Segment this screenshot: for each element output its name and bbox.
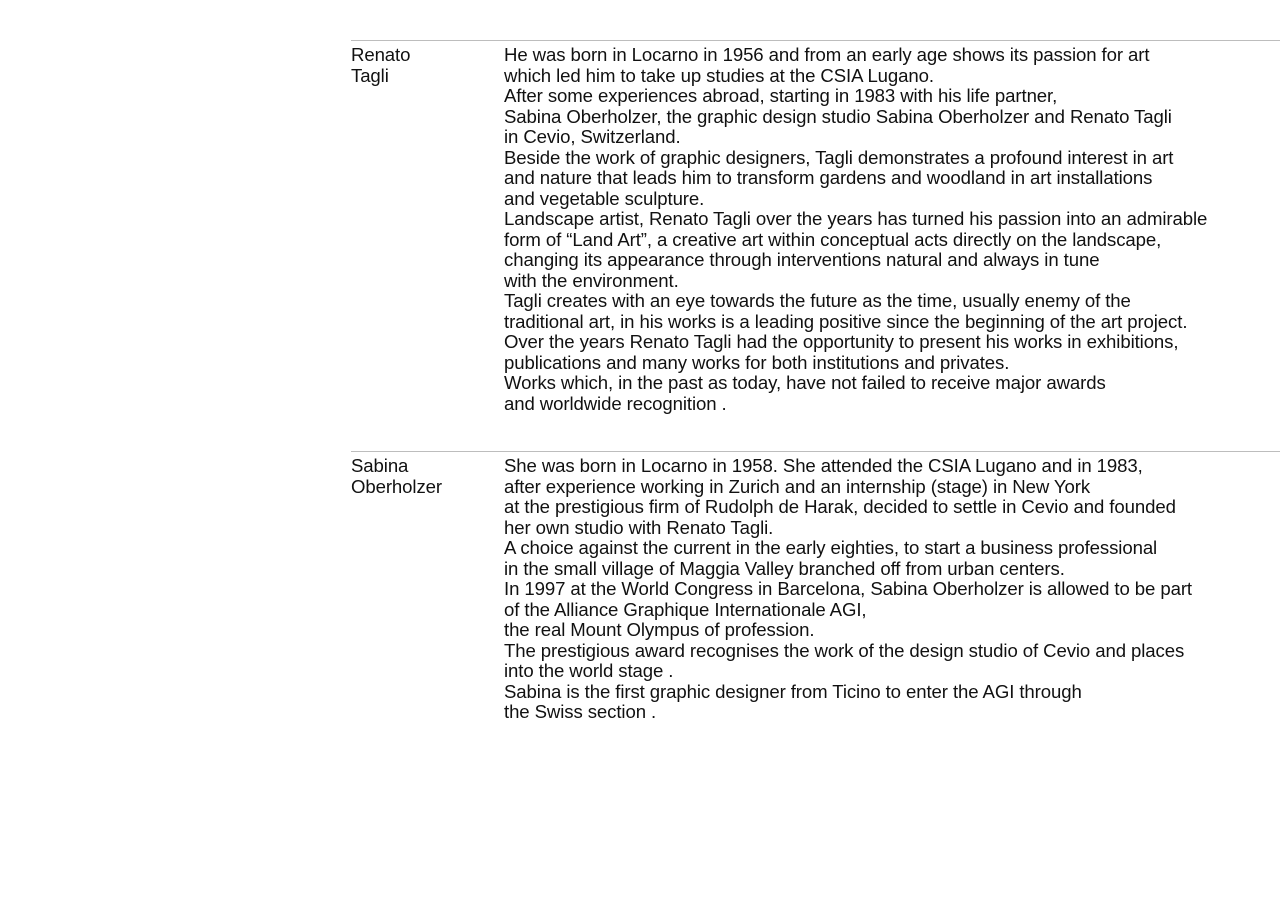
- bio-line: Works which, in the past as today, have not failed to receive major awards: [504, 372, 1106, 393]
- bio-line: at the prestigious firm of Rudolph de Harak, decided to settle in Cevio and founded: [504, 496, 1176, 517]
- bio-line: Landscape artist, Renato Tagli over the years has turned his passion into an admirable: [504, 208, 1208, 229]
- bio-section-sabina-oberholzer: [351, 451, 1280, 722]
- bio-line: traditional art, in his works is a leading positive since the beginning of the art project.: [504, 310, 1188, 332]
- bio-first-name: Sabina: [351, 455, 409, 476]
- bio-line: after experience working in Zurich and an internship (stage) in New York: [504, 475, 1091, 497]
- bio-line: her own studio with Renato Tagli.: [504, 516, 774, 538]
- bio-line: In 1997 at the World Congress in Barcelona, Sabina Oberholzer is allowed to be part: [504, 578, 1192, 599]
- bio-line: Over the years Renato Tagli had the opportunity to present his works in exhibitions,: [504, 331, 1179, 352]
- bio-line: the Swiss section .: [504, 701, 657, 722]
- bio-line: and vegetable sculpture.: [504, 187, 705, 209]
- bio-line: Sabina Oberholzer, the graphic design studio Sabina Oberholzer and Renato Tagli: [504, 105, 1172, 127]
- bio-line: publications and many works for both institutions and privates.: [504, 351, 1010, 373]
- bio-first-name: Renato: [351, 44, 411, 65]
- bio-line: Tagli creates with an eye towards the future as the time, usually enemy of the: [504, 290, 1131, 311]
- bio-line: The prestigious award recognises the work of the design studio of Cevio and places: [504, 639, 1185, 661]
- bio-line: with the environment.: [504, 269, 679, 291]
- bio-text: [504, 45, 1280, 414]
- bio-line: Beside the work of graphic designers, Tagli demonstrates a profound interest in art: [504, 146, 1174, 168]
- bio-text: [504, 456, 1280, 723]
- bio-line: After some experiences abroad, starting in 1983 with his life partner,: [504, 85, 1058, 106]
- bio-line: in the small village of Maggia Valley branched off from urban centers.: [504, 557, 1065, 579]
- bio-line: She was born in Locarno in 1958. She attended the CSIA Lugano and in 1983,: [504, 455, 1143, 476]
- bio-section-renato-tagli: [351, 40, 1280, 414]
- bio-last-name: Oberholzer: [351, 475, 442, 497]
- bio-line: A choice against the current in the early eighties, to start a business professional: [504, 537, 1158, 558]
- bio-line: Sabina is the first graphic designer from Ticino to enter the AGI through: [504, 680, 1082, 702]
- bio-line: which led him to take up studies at the CSIA Lugano.: [504, 64, 934, 86]
- bio-line: of the Alliance Graphique Internationale AGI,: [504, 598, 867, 620]
- bio-line: in Cevio, Switzerland.: [504, 126, 681, 147]
- bio-line: changing its appearance through interventions natural and always in tune: [504, 249, 1100, 270]
- bio-line: and worldwide recognition .: [504, 392, 727, 414]
- bio-line: into the world stage .: [504, 660, 674, 681]
- bio-name: [351, 456, 491, 497]
- bio-line: the real Mount Olympus of profession.: [504, 619, 815, 640]
- bio-last-name: Tagli: [351, 64, 389, 86]
- bio-line: and nature that leads him to transform gardens and woodland in art installations: [504, 167, 1153, 188]
- bio-name: [351, 45, 491, 86]
- bio-line: He was born in Locarno in 1956 and from an early age shows its passion for art: [504, 44, 1150, 65]
- bio-line: form of “Land Art”, a creative art within conceptual acts directly on the landscape,: [504, 228, 1162, 250]
